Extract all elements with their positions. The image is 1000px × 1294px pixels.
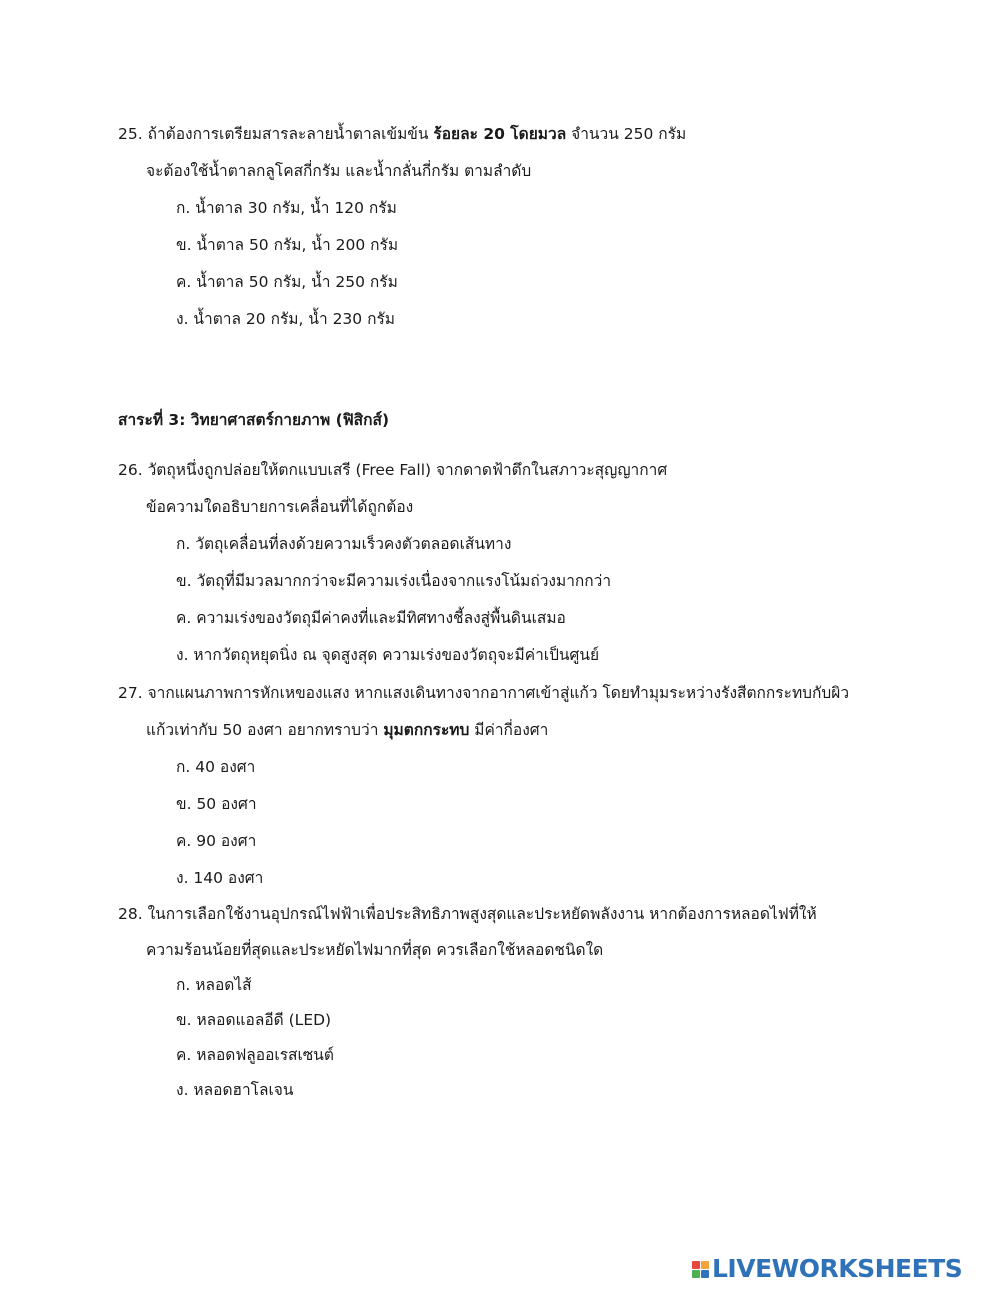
q25-option-b: ข. น้ำตาล 50 กรัม, น้ำ 200 กรัม <box>176 236 399 254</box>
q27-text-c: มีค่ากี่องศา <box>469 721 549 739</box>
q25-text-a: 25. ถ้าต้องการเตรียมสารละลายน้ำตาลเข้มข้น <box>118 125 434 143</box>
q26-option-b: ข. วัตถุที่มีมวลมากกว่าจะมีความเร่งเนื่องจากแรงโน้มถ่วงมากกว่า <box>176 572 612 590</box>
q28-line1: 28. ในการเลือกใช้งานอุปกรณ์ไฟฟ้าเพื่อประสิทธิภาพสูงสุดและประหยัดพลังงาน หากต้องการหลอดไฟที่ให้ <box>118 905 817 923</box>
q25-line2: จะต้องใช้น้ำตาลกลูโคสกี่กรัม และน้ำกลั่นกี่กรัม ตามลำดับ <box>146 162 532 180</box>
q25-option-a: ก. น้ำตาล 30 กรัม, น้ำ 120 กรัม <box>176 199 397 217</box>
q25-option-c: ค. น้ำตาล 50 กรัม, น้ำ 250 กรัม <box>176 273 398 291</box>
q25-bold-concentration: ร้อยละ 20 โดยมวล <box>433 125 567 143</box>
q28-option-d: ง. หลอดฮาโลเจน <box>176 1081 294 1099</box>
q25-line1 <box>118 123 686 145</box>
q25-option-d: ง. น้ำตาล 20 กรัม, น้ำ 230 กรัม <box>176 310 396 328</box>
q26-option-d: ง. หากวัตถุหยุดนิ่ง ณ จุดสูงสุด ความเร่งของวัตถุจะมีค่าเป็นศูนย์ <box>176 646 600 664</box>
liveworksheets-logo-text: LIVEWORKSHEETS <box>712 1254 963 1283</box>
q27-option-d: ง. 140 องศา <box>176 869 264 887</box>
q26-option-a: ก. วัตถุเคลื่อนที่ลงด้วยความเร็วคงตัวตลอดเส้นทาง <box>176 535 512 553</box>
logo-icon-square <box>701 1261 709 1269</box>
q28-option-a: ก. หลอดไส้ <box>176 976 252 994</box>
logo-icon-square <box>692 1261 700 1269</box>
q27-option-a: ก. 40 องศา <box>176 758 256 776</box>
q27-option-c: ค. 90 องศา <box>176 832 257 850</box>
q26-option-c: ค. ความเร่งของวัตถุมีค่าคงที่และมีทิศทางชี้ลงสู่พื้นดินเสมอ <box>176 609 566 627</box>
section-heading: สาระที่ 3: วิทยาศาสตร์กายภาพ (ฟิสิกส์) <box>118 411 390 429</box>
q27-line1: 27. จากแผนภาพการหักเหของแสง หากแสงเดินทางจากอากาศเข้าสู่แก้ว โดยทำมุมระหว่างรังสีตกกระทบกับผิว <box>118 684 850 702</box>
q27-line2 <box>146 719 548 741</box>
liveworksheets-logo <box>692 1255 992 1283</box>
q26-line2: ข้อความใดอธิบายการเคลื่อนที่ได้ถูกต้อง <box>146 498 414 516</box>
q27-text-a: แก้วเท่ากับ 50 องศา อยากทราบว่า <box>146 721 384 739</box>
q26-line1: 26. วัตถุหนึ่งถูกปล่อยให้ตกแบบเสรี (Free Fall) จากดาดฟ้าตึกในสภาวะสุญญากาศ <box>118 461 668 479</box>
logo-icon-square <box>701 1270 709 1278</box>
q28-option-c: ค. หลอดฟลูออเรสเซนต์ <box>176 1046 334 1064</box>
q28-option-b: ข. หลอดแอลอีดี (LED) <box>176 1011 332 1029</box>
q28-line2: ความร้อนน้อยที่สุดและประหยัดไฟมากที่สุด ควรเลือกใช้หลอดชนิดใด <box>146 941 604 959</box>
logo-icon-square <box>692 1270 700 1278</box>
q27-bold-incident-angle: มุมตกกระทบ <box>383 721 470 739</box>
q25-text-c: จำนวน 250 กรัม <box>566 125 687 143</box>
liveworksheets-logo-icon <box>692 1261 709 1278</box>
q27-option-b: ข. 50 องศา <box>176 795 257 813</box>
